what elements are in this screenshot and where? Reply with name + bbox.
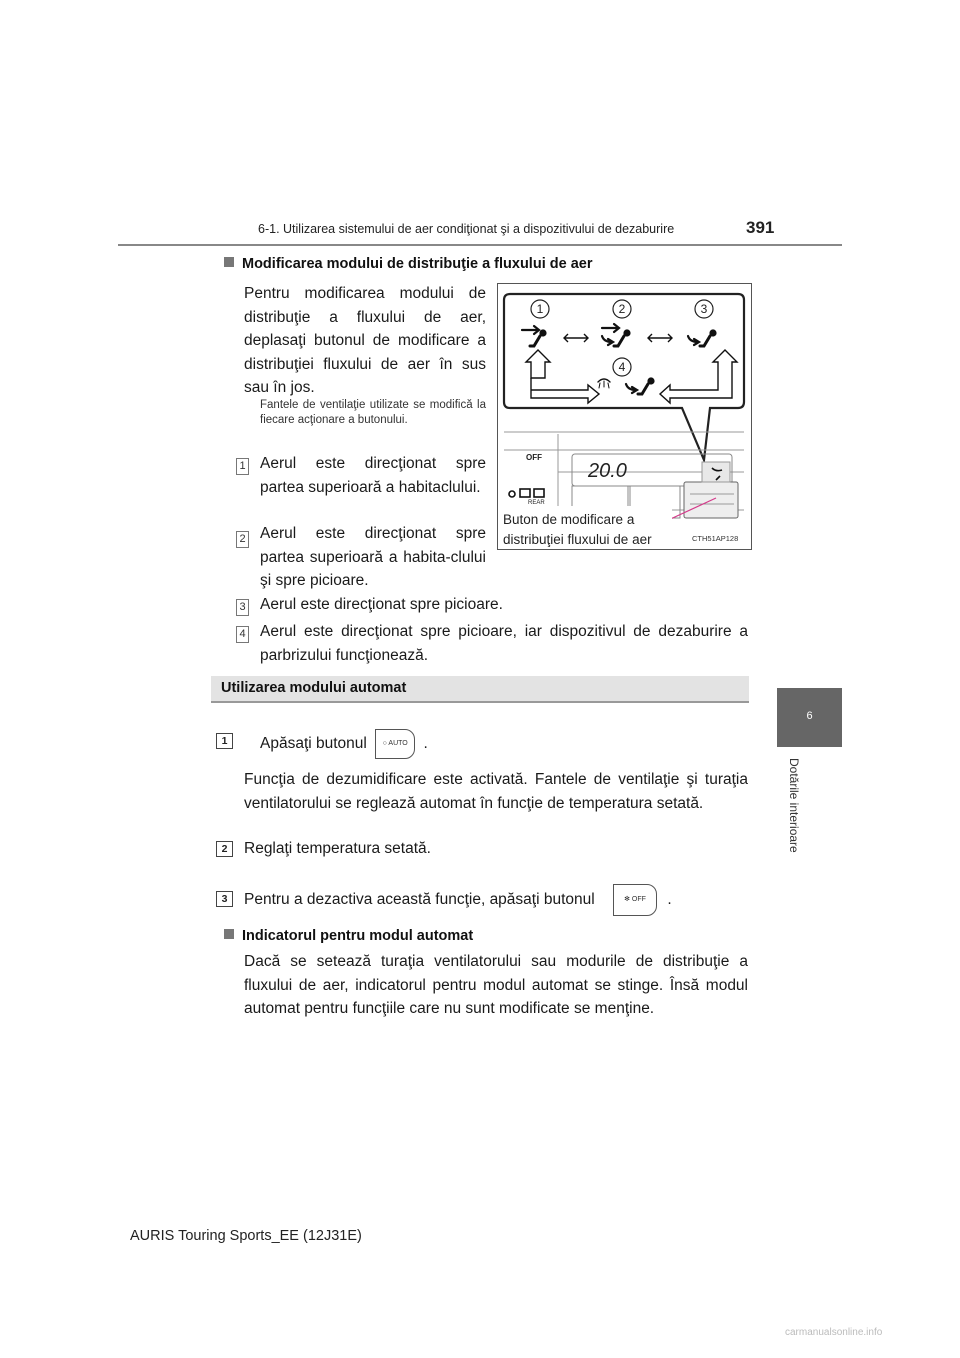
square-bullet-icon: [224, 929, 234, 939]
callout-2-label: 2: [618, 302, 626, 316]
figure-code: CTH51AP128: [692, 534, 739, 543]
intro-paragraph: Pentru modificarea modului de distribuţie a fluxului de aer, deplasaţi butonul de modificare a distribuţiei fluxului de aer în sus sau în jos.: [244, 285, 486, 396]
sub-paragraph: Dacă se setează turaţia ventilatorului sau modurile de distribuţie a fluxului de aer, indicatorul pentru modul automat se stinge. Însă modul automat pentru funcţiile care nu sunt modificate se menţine.: [244, 953, 748, 1017]
item-number: 4: [236, 624, 249, 643]
item-text: Aerul este direcţionat spre partea superioară a habita-clului şi spre picioare.: [260, 525, 486, 589]
section-heading: Modificarea modului de distribuţie a fluxului de aer: [224, 256, 592, 272]
figure-label: Buton de modificare a distribuţiei fluxului de aer: [503, 512, 652, 547]
step-1-detail: Funcţia de dezumidificare este activată. Fantele de ventilaţie şi turaţia ventilatorului se reglează automat în funcţie de temperatura setată.: [244, 771, 748, 812]
auto-button-icon: ○ AUTO: [375, 729, 415, 759]
item-number: 3: [236, 597, 249, 616]
step-1-text: Apăsaţi butonul ○ AUTO .: [260, 729, 428, 759]
sub-heading: Indicatorul pentru modul automat: [224, 928, 473, 944]
off-button-icon: ✻ OFF: [613, 884, 657, 916]
callout-4-label: 4: [618, 360, 626, 374]
callout-3-label: 3: [700, 302, 708, 316]
rear-defogger-label: REAR: [528, 500, 545, 506]
callout-1-label: 1: [536, 302, 544, 316]
step-3-text: Pentru a dezactiva această funcţie, apăsaţi butonul ✻ OFF .: [244, 884, 672, 916]
section-band: Utilizarea modului automat: [211, 676, 749, 703]
page-number: 391: [746, 218, 775, 237]
running-header: 6-1. Utilizarea sistemului de aer condiţionat şi a dispozitivului de dezaburire: [258, 222, 675, 236]
item-number: 1: [236, 456, 249, 475]
item-number: 2: [236, 529, 249, 548]
step-number: 2: [216, 841, 233, 857]
chapter-tab: 6: [777, 688, 842, 747]
header-rule: [118, 244, 842, 246]
watermark: carmanualsonline.info: [785, 1327, 883, 1338]
off-button-label: OFF: [526, 453, 542, 462]
item-text: Aerul este direcţionat spre picioare.: [260, 596, 503, 613]
step-2-text: Reglaţi temperatura setată.: [244, 840, 431, 857]
note-text: Fantele de ventilaţie utilizate se modifică la fiecare acţionare a butonului.: [260, 399, 486, 426]
item-text: Aerul este direcţionat spre partea superioară a habitaclului.: [260, 455, 486, 496]
item-text: Aerul este direcţionat spre picioare, iar dispozitivul de dezaburire a parbrizului funcţionează.: [260, 623, 748, 664]
footer-text: AURIS Touring Sports_EE (12J31E): [130, 1228, 362, 1244]
step-number: 3: [216, 891, 233, 907]
display-temperature: 20.0: [588, 460, 627, 482]
square-bullet-icon: [224, 257, 234, 267]
chapter-title: Dotările interioare: [787, 758, 801, 853]
step-number: 1: [216, 733, 233, 749]
airflow-figure: [497, 283, 752, 550]
